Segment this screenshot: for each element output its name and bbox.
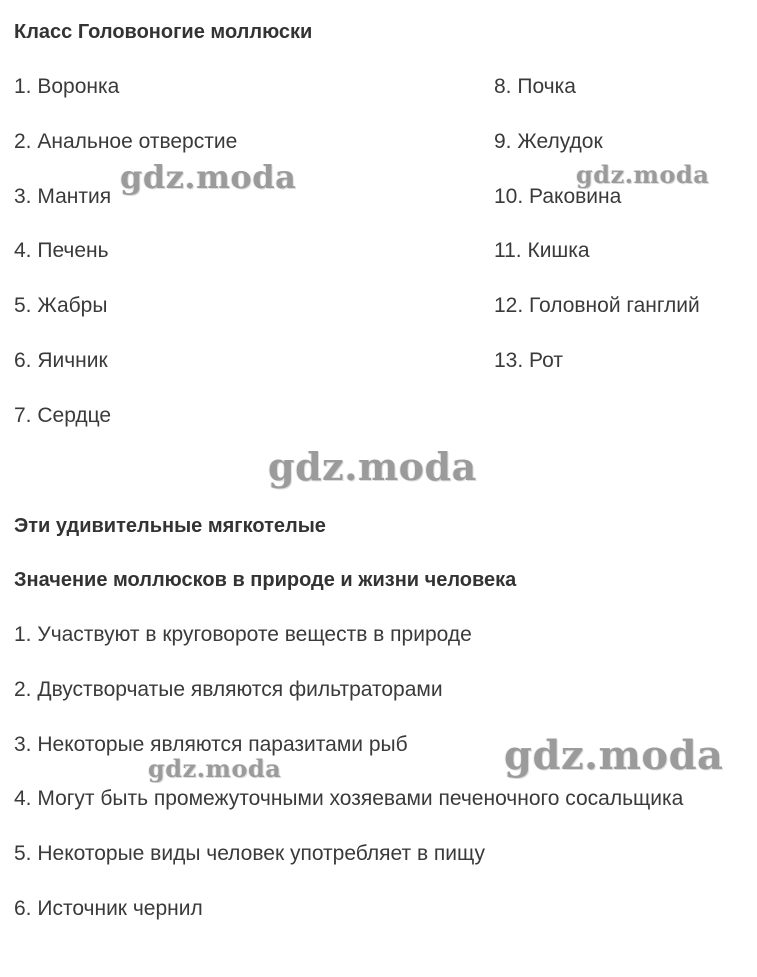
left-list-item: 3. Мантия bbox=[14, 185, 112, 208]
list-item: 3. Некоторые являются паразитами рыб bbox=[14, 733, 408, 756]
list-item: 5. Некоторые виды человек употребляет в пищу bbox=[14, 842, 486, 865]
left-list-item: 2. Анальное отверстие bbox=[14, 130, 238, 153]
list-item: 1. Участвуют в круговороте веществ в природе bbox=[14, 623, 472, 646]
left-list-item: 7. Сердце bbox=[14, 404, 112, 427]
watermark: gdz.moda bbox=[148, 754, 282, 783]
list-item: 4. Могут быть промежуточными хозяевами печеночного сосальщика bbox=[14, 787, 684, 810]
right-list-item: 8. Почка bbox=[494, 75, 576, 98]
watermark: gdz.moda bbox=[576, 160, 710, 189]
watermark: gdz.moda bbox=[268, 444, 477, 489]
section-title-significance: Значение моллюсков в природе и жизни человека bbox=[14, 569, 517, 591]
right-list-item: 12. Головной ганглий bbox=[494, 294, 700, 317]
right-list-item: 9. Желудок bbox=[494, 130, 603, 153]
left-list-item: 5. Жабры bbox=[14, 294, 108, 317]
list-item: 2. Двустворчатые являются фильтраторами bbox=[14, 678, 443, 701]
left-list-item: 4. Печень bbox=[14, 239, 109, 262]
left-list-item: 6. Яичник bbox=[14, 349, 108, 372]
section-title-molluscs: Эти удивительные мягкотелые bbox=[14, 515, 326, 537]
list-item: 6. Источник чернил bbox=[14, 897, 203, 920]
left-list-item: 1. Воронка bbox=[14, 75, 120, 98]
right-list-item: 13. Рот bbox=[494, 349, 563, 372]
right-list-item: 10. Раковина bbox=[494, 185, 622, 208]
watermark: gdz.moda bbox=[504, 732, 724, 779]
watermark: gdz.moda bbox=[120, 158, 297, 196]
right-list-item: 11. Кишка bbox=[494, 239, 590, 262]
section-title-cephalopods: Класс Головоногие моллюски bbox=[14, 21, 313, 43]
